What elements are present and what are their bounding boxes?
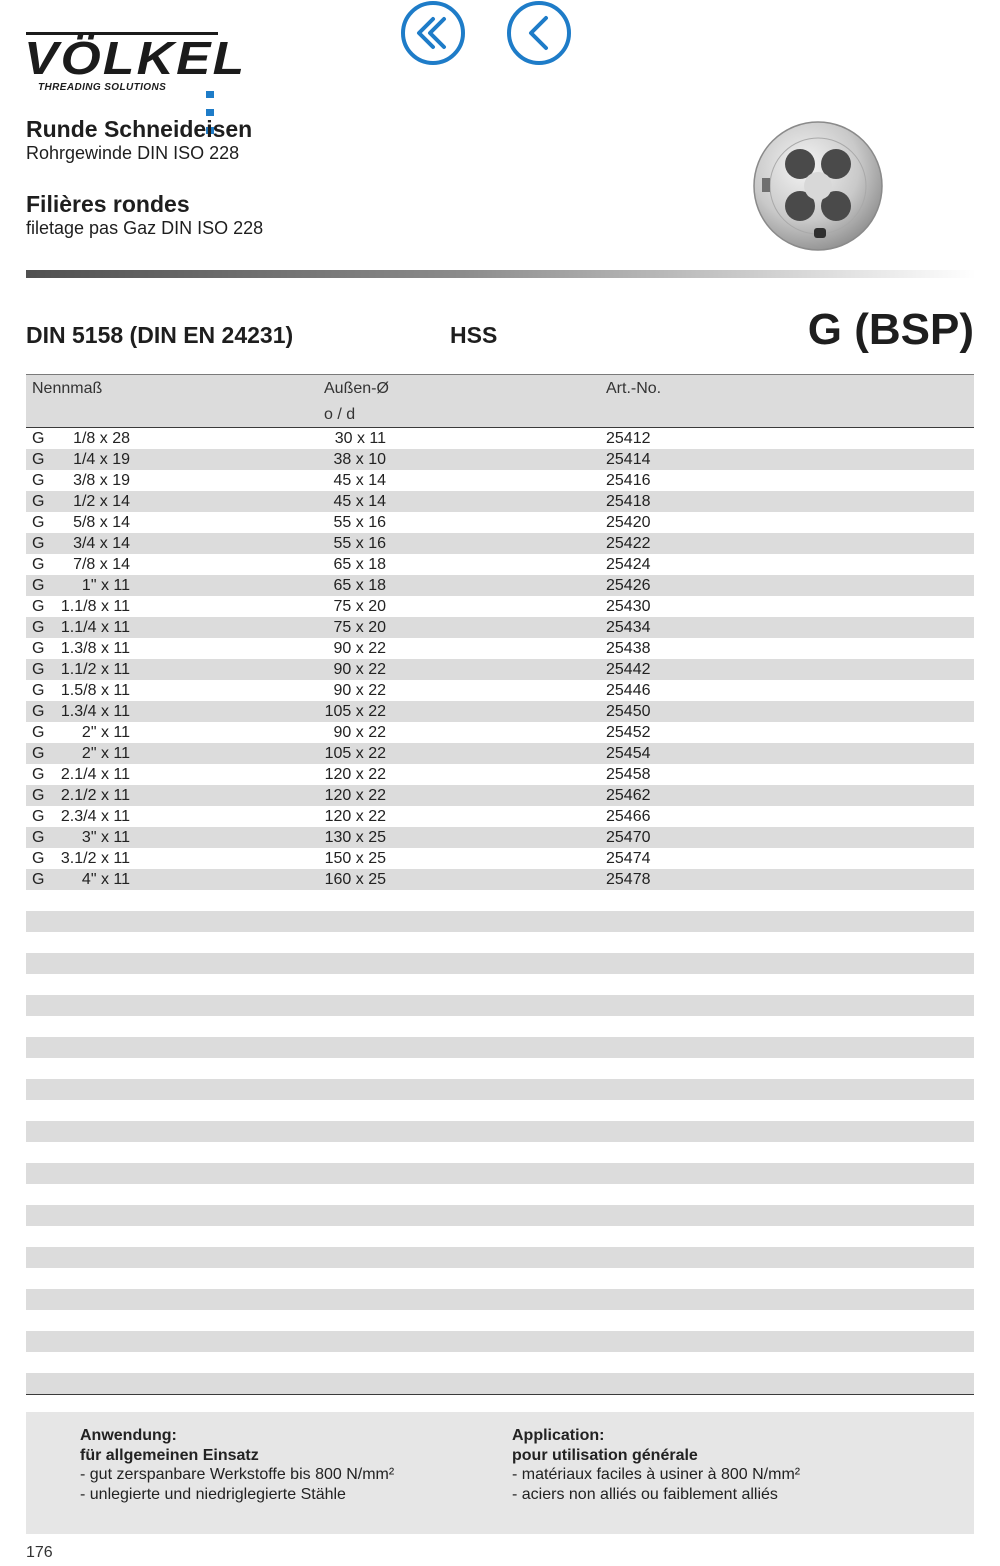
table-row — [26, 806, 974, 827]
first-page-button[interactable] — [400, 0, 466, 66]
article-number: 25442 — [606, 661, 651, 678]
empty-table-row — [26, 1079, 974, 1100]
empty-table-row — [26, 1184, 974, 1205]
thread-prefix: G — [32, 766, 45, 783]
application-french — [512, 1426, 800, 1504]
table-row — [26, 638, 974, 659]
empty-table-row — [26, 1289, 974, 1310]
outer-dimension: 90 x 22 — [333, 661, 386, 678]
application-heading-fr: Application: — [512, 1427, 605, 1444]
logo-wordmark: VÖLKEL — [24, 32, 247, 84]
outer-dimension: 150 x 25 — [324, 850, 386, 867]
brand-logo — [24, 32, 247, 96]
empty-table-row — [26, 995, 974, 1016]
table-row — [26, 680, 974, 701]
nominal-size: 1" x 11 — [81, 577, 130, 594]
outer-dimension: 75 x 20 — [333, 598, 386, 615]
outer-dimension: 105 x 22 — [324, 745, 386, 762]
article-number: 25414 — [606, 451, 651, 468]
empty-table-row — [26, 1226, 974, 1247]
outer-dimension: 30 x 11 — [334, 430, 386, 447]
page-title-de: Runde Schneideisen — [26, 116, 253, 142]
article-number: 25466 — [606, 808, 651, 825]
article-number: 25446 — [606, 682, 651, 699]
table-row — [26, 428, 974, 449]
table-row — [26, 743, 974, 764]
empty-table-row — [26, 1352, 974, 1373]
outer-dimension: 55 x 16 — [333, 514, 386, 531]
empty-table-row — [26, 1373, 974, 1394]
outer-dimension: 90 x 22 — [333, 640, 386, 657]
nominal-size: 2.3/4 x 11 — [60, 808, 130, 825]
thread-prefix: G — [32, 514, 45, 531]
header-article: Art.-No. — [606, 380, 662, 397]
empty-table-row — [26, 1142, 974, 1163]
nominal-size: 1.1/2 x 11 — [60, 661, 130, 678]
nominal-size: 1.3/4 x 11 — [60, 703, 130, 720]
thread-type-label: G (BSP) — [807, 305, 974, 354]
thread-prefix: G — [32, 829, 45, 846]
table-row — [26, 491, 974, 512]
application-german — [80, 1426, 394, 1504]
nominal-size: 2.1/2 x 11 — [60, 787, 130, 804]
table-row — [26, 785, 974, 806]
empty-table-row — [26, 1016, 974, 1037]
outer-dimension: 130 x 25 — [324, 829, 386, 846]
thread-prefix: G — [32, 661, 45, 678]
article-number: 25462 — [606, 787, 651, 804]
application-usage-fr: pour utilisation générale — [512, 1446, 698, 1464]
outer-dimension: 120 x 22 — [324, 808, 386, 825]
article-number: 25416 — [606, 472, 651, 489]
previous-page-button[interactable] — [506, 0, 572, 66]
nominal-size: 1/8 x 28 — [73, 430, 130, 447]
article-number: 25420 — [606, 514, 651, 531]
thread-prefix: G — [32, 745, 45, 762]
article-number: 25412 — [606, 430, 651, 447]
thread-prefix: G — [32, 535, 45, 552]
thread-prefix: G — [32, 451, 45, 468]
article-number: 25470 — [606, 829, 651, 846]
table-row — [26, 470, 974, 491]
empty-table-row — [26, 890, 974, 911]
empty-table-row — [26, 1037, 974, 1058]
table-bottom-rule — [26, 1394, 974, 1395]
thread-prefix: G — [32, 808, 45, 825]
empty-table-row — [26, 1268, 974, 1289]
empty-table-row — [26, 974, 974, 995]
article-number: 25418 — [606, 493, 651, 510]
empty-table-row — [26, 1100, 974, 1121]
thread-prefix: G — [32, 577, 45, 594]
thread-prefix: G — [32, 472, 45, 489]
table-body — [26, 428, 974, 890]
header-nominal: Nennmaß — [32, 380, 103, 397]
thread-prefix: G — [32, 640, 45, 657]
outer-dimension: 120 x 22 — [324, 766, 386, 783]
table-row — [26, 869, 974, 890]
chevron-left-icon — [506, 0, 572, 66]
table-row — [26, 722, 974, 743]
thread-prefix: G — [32, 619, 45, 636]
article-number: 25430 — [606, 598, 651, 615]
empty-table-row — [26, 1163, 974, 1184]
header-divider — [26, 270, 976, 278]
table-row — [26, 449, 974, 470]
thread-prefix: G — [32, 598, 45, 615]
table-empty-rows — [26, 890, 974, 1394]
outer-dimension: 55 x 16 — [333, 535, 386, 552]
article-number: 25434 — [606, 619, 651, 636]
page-number: 176 — [26, 1544, 53, 1561]
thread-prefix: G — [32, 556, 45, 573]
nominal-size: 1/2 x 14 — [73, 493, 130, 510]
application-line-fr: - aciers non alliés ou faiblement alliés — [512, 1485, 778, 1503]
table-row — [26, 848, 974, 869]
outer-dimension: 90 x 22 — [333, 724, 386, 741]
nominal-size: 2" x 11 — [81, 724, 130, 741]
outer-dimension: 65 x 18 — [333, 577, 386, 594]
outer-dimension: 65 x 18 — [333, 556, 386, 573]
article-number: 25450 — [606, 703, 651, 720]
article-number: 25424 — [606, 556, 651, 573]
title-french — [26, 191, 263, 239]
material-label: HSS — [450, 322, 498, 348]
thread-prefix: G — [32, 703, 45, 720]
application-box — [26, 1412, 974, 1534]
nominal-size: 1.1/8 x 11 — [60, 598, 130, 615]
thread-prefix: G — [32, 724, 45, 741]
page-title-fr: Filières rondes — [26, 191, 190, 217]
article-number: 25454 — [606, 745, 651, 762]
outer-dimension: 90 x 22 — [333, 682, 386, 699]
nominal-size: 1.3/8 x 11 — [60, 640, 130, 657]
article-number: 25458 — [606, 766, 651, 783]
thread-prefix: G — [32, 493, 45, 510]
outer-dimension: 45 x 14 — [333, 493, 386, 510]
table-row — [26, 512, 974, 533]
table-row — [26, 575, 974, 596]
table-header — [26, 374, 974, 428]
nominal-size: 3/4 x 14 — [73, 535, 130, 552]
empty-table-row — [26, 1121, 974, 1142]
logo-tagline: THREADING SOLUTIONS — [38, 82, 167, 93]
article-number: 25478 — [606, 871, 651, 888]
thread-prefix: G — [32, 871, 45, 888]
nominal-size: 1/4 x 19 — [73, 451, 130, 468]
table-row — [26, 659, 974, 680]
table-row — [26, 701, 974, 722]
application-line-de: - gut zerspanbare Werkstoffe bis 800 N/mm² — [80, 1466, 395, 1483]
table-row — [26, 533, 974, 554]
nominal-size: 1.5/8 x 11 — [60, 682, 130, 699]
article-number: 25426 — [606, 577, 651, 594]
outer-dimension: 75 x 20 — [333, 619, 386, 636]
empty-table-row — [26, 911, 974, 932]
table-row — [26, 764, 974, 785]
thread-prefix: G — [32, 850, 45, 867]
application-line-fr: - matériaux faciles à usiner à 800 N/mm² — [512, 1466, 801, 1483]
empty-table-row — [26, 1310, 974, 1331]
empty-table-row — [26, 1247, 974, 1268]
outer-dimension: 45 x 14 — [333, 472, 386, 489]
nominal-size: 2" x 11 — [81, 745, 130, 762]
nominal-size: 1.1/4 x 11 — [60, 619, 130, 636]
nominal-size: 3.1/2 x 11 — [60, 850, 130, 867]
empty-table-row — [26, 1331, 974, 1352]
table-row — [26, 617, 974, 638]
application-heading-de: Anwendung: — [80, 1427, 177, 1444]
article-number: 25422 — [606, 535, 651, 552]
page-subtitle-fr: filetage pas Gaz DIN ISO 228 — [26, 218, 264, 238]
empty-table-row — [26, 1205, 974, 1226]
product-table — [26, 374, 974, 1395]
thread-prefix: G — [32, 682, 45, 699]
thread-prefix: G — [32, 787, 45, 804]
article-number: 25474 — [606, 850, 651, 867]
table-row — [26, 554, 974, 575]
title-german — [26, 116, 252, 164]
thread-prefix: G — [32, 430, 45, 447]
standard-label: DIN 5158 (DIN EN 24231) — [26, 322, 294, 348]
outer-dimension: 160 x 25 — [324, 871, 386, 888]
application-line-de: - unlegierte und niedriglegierte Stähle — [80, 1485, 346, 1503]
application-usage-de: für allgemeinen Einsatz — [80, 1446, 259, 1464]
nominal-size: 2.1/4 x 11 — [60, 766, 130, 783]
outer-dimension: 120 x 22 — [324, 787, 386, 804]
header-outer-dia: Außen-Ø — [324, 380, 389, 397]
empty-table-row — [26, 932, 974, 953]
double-chevron-left-icon — [400, 0, 466, 66]
round-die-image — [748, 116, 888, 256]
article-number: 25452 — [606, 724, 651, 741]
table-row — [26, 596, 974, 617]
page-subtitle-de: Rohrgewinde DIN ISO 228 — [26, 143, 240, 163]
nominal-size: 5/8 x 14 — [73, 514, 130, 531]
empty-table-row — [26, 953, 974, 974]
nominal-size: 7/8 x 14 — [73, 556, 130, 573]
nominal-size: 4" x 11 — [81, 871, 130, 888]
outer-dimension: 38 x 10 — [333, 451, 386, 468]
header-outer-dia-sub: o / d — [324, 406, 356, 423]
empty-table-row — [26, 1058, 974, 1079]
outer-dimension: 105 x 22 — [324, 703, 386, 720]
nominal-size: 3" x 11 — [81, 829, 130, 846]
article-number: 25438 — [606, 640, 651, 657]
table-row — [26, 827, 974, 848]
nominal-size: 3/8 x 19 — [73, 472, 130, 489]
